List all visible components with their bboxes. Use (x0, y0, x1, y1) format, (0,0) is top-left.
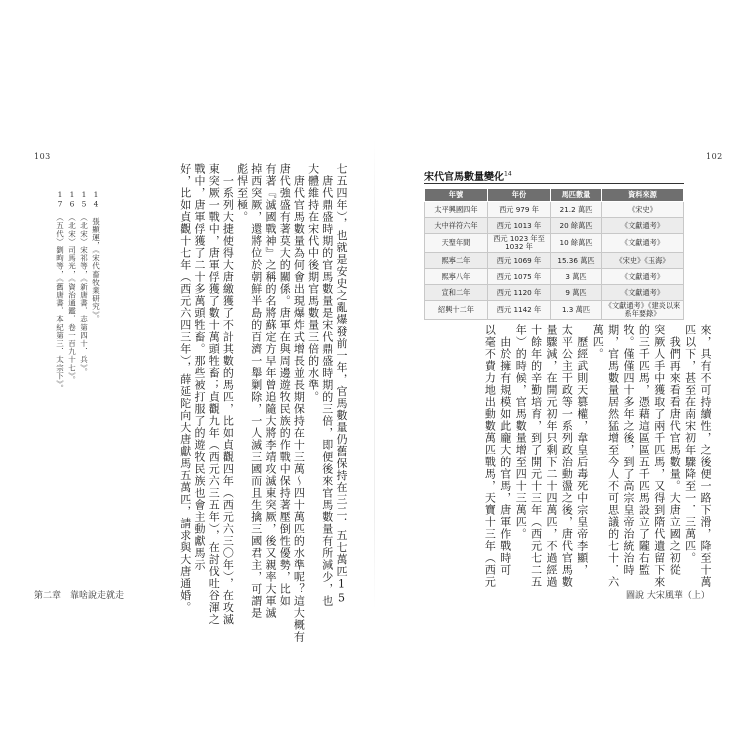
table-cell: 熙寧八年 (425, 269, 488, 285)
text-column: 戰中，唐軍俘獲了二十多萬頭牲畜。那些被打服了的遊牧民族也會主動獻馬示 (193, 163, 206, 571)
table-cell: 《宋史》《玉海》 (602, 253, 684, 269)
table-cell: 熙寧二年 (425, 253, 488, 269)
table-cell: 21.2 萬匹 (551, 202, 602, 218)
table-row (425, 301, 684, 320)
table-cell: 《宋史》 (602, 202, 684, 218)
table-cell: 20 餘萬匹 (551, 218, 602, 234)
text-column: 唐代官馬數量為何會出現爆炸式增長並長期保持在十三萬～四十萬匹的水準呢？這大概有 (292, 163, 306, 643)
table-cell: 西元 1023 年至 1032 年 (488, 234, 551, 253)
table-header-cell: 年份 (488, 189, 551, 202)
table-title-superscript: 14 (504, 170, 512, 178)
table-cell: 西元 979 年 (488, 202, 551, 218)
text-column: 的三千匹馬，憑藉這區區五千匹馬設立了隴右監 (637, 324, 651, 576)
text-column: 好，比如貞觀十七年（西元六四三年），薛延陀向大唐獻馬五萬匹，請求與大唐通婚。 (178, 163, 192, 614)
text-column: 歷經武則天篡權，韋皇后毒死中宗皇帝李顯， (575, 324, 589, 576)
text-column: 唐代強盛有著莫大的關係。唐軍在與周邊遊牧民族的作戰中保持著壓倒性優勢，比如 (278, 163, 292, 607)
table-cell: 9 萬匹 (551, 285, 602, 301)
text-column: 十餘年的辛勤培育，到了開元十三年（西元七二五 (529, 324, 543, 588)
table-cell: 西元 1069 年 (488, 253, 551, 269)
text-column: 大體維持在宋代中後期官馬數量三倍的水準。 (306, 163, 320, 403)
table-cell: 《文獻通考》《建炎以來系年要錄》 (602, 301, 684, 320)
text-column: 彪悍至極。 (235, 163, 249, 223)
table-row (425, 253, 684, 269)
table-cell: 《文獻通考》 (602, 234, 684, 253)
footnote: 14 張顯運，《宋代畜牧業研究》。 (91, 190, 101, 324)
table-cell: 天聖年間 (425, 234, 488, 253)
text-column: 由於擁有規模如此龐大的官馬，唐軍作戰時可 (498, 324, 512, 576)
text-column: 太平公主干政等一系列政治動盪之後，唐代官馬數 (560, 324, 574, 588)
table-cell: 10 餘萬匹 (551, 234, 602, 253)
left-running-footer: 第二章 靠啥說走就走 (34, 591, 125, 601)
table-row (425, 202, 684, 218)
table-header-cell: 年號 (425, 189, 488, 202)
footnote: 17 （五代）劉昫等，《舊唐書．本紀第三．太宗下》。 (55, 190, 65, 393)
text-column: 匹以下，甚至在南宋初年驟降至一．三萬匹。 (683, 324, 697, 564)
text-column: 東突厥一戰中，唐軍俘獲了數十萬頭牲畜；貞觀九年（西元六三五年），在討伐吐谷渾之 (207, 163, 221, 626)
table-header-cell: 馬匹數量 (551, 189, 602, 202)
horse-count-table (424, 188, 684, 320)
table-cell: 太平興國四年 (425, 202, 488, 218)
text-column: 量驟減，在開元初年只剩下二十四萬匹，不過經過 (545, 324, 558, 588)
text-column: 期，官馬數量居然猛增至今人不可思議的七十．六 (606, 324, 620, 588)
table-cell: 西元 1075 年 (488, 269, 551, 285)
text-column: 牧。僅僅四十多年之後，到了高宗皇帝治統治時 (622, 324, 635, 576)
text-column: 有著『滅國戰神』之稱的名將蘇定方早年曾追隨大將李靖攻滅東突厥，後又親率大軍滅 (264, 163, 277, 619)
table-cell: 宣和二年 (425, 285, 488, 301)
table-cell: 大中祥符六年 (425, 218, 488, 234)
text-column: 唐代鼎盛時期的官馬數量是宋代鼎盛時期的三倍，即便後來官馬數量有所減少，也 (320, 163, 334, 607)
table-cell: 西元 1142 年 (488, 301, 551, 320)
table-cell: 《文獻通考》 (602, 218, 684, 234)
table-title-text: 宋代官馬數量變化 (424, 172, 504, 183)
footnote: 16 （北宋）司馬光，《資治通鑑．卷一百九十七》。 (67, 190, 77, 385)
text-column: 掉西突厥，還將位於朝鮮半島的百濟一舉剿除，一人滅三國而且生擒三國君主，可謂是 (249, 163, 263, 619)
table-cell: 1.3 萬匹 (551, 301, 602, 320)
table-cell: 3 萬匹 (551, 269, 602, 285)
table-cell: 西元 1013 年 (488, 218, 551, 234)
table-cell: 西元 1120 年 (488, 285, 551, 301)
text-column: 萬匹。 (591, 324, 605, 360)
table-rule (424, 183, 684, 184)
page-gutter (374, 140, 375, 610)
table-header-row (425, 189, 684, 202)
table-cell: 《文獻通考》 (602, 285, 684, 301)
text-column: 以毫不費力地出動數萬匹戰馬，天寶十三年（西元 (483, 324, 497, 588)
text-column: 七五四年），也就是安史之亂爆發前一年，官馬數量仍舊保持在三二．五七萬匹15 (335, 163, 348, 606)
table-row (425, 218, 684, 234)
table-cell: 《文獻通考》 (602, 269, 684, 285)
table-title (424, 168, 512, 183)
table-row (425, 285, 684, 301)
footnote: 15 （北宋）宋祁等，《新唐書．志第四十．兵》。 (79, 190, 89, 377)
text-column: 我們再來看看唐代官馬數量。大唐立國之初從 (668, 324, 682, 576)
text-column: 一系列大捷使得大唐繳獲了不計其數的馬匹，比如貞觀四年（西元六三〇年），在攻滅 (221, 163, 235, 626)
right-page-number: 102 (706, 152, 723, 161)
text-column: 年）的時候，官馬數量增至四十三萬匹。 (514, 324, 528, 540)
text-column: 來，具有不可持續性，之後便一路下滑，降至十萬 (699, 324, 712, 588)
table-row (425, 269, 684, 285)
right-running-footer: 圖說 大宋風華（上） (626, 591, 710, 601)
text-column: 突厥人手中獲取了兩千匹馬，又得到隋代遺留下來 (652, 324, 666, 588)
table-header-cell: 資料來源 (602, 189, 684, 202)
table-row (425, 234, 684, 253)
table-cell: 15.36 萬匹 (551, 253, 602, 269)
table-cell: 紹興十二年 (425, 301, 488, 320)
left-page-number: 103 (34, 152, 51, 161)
